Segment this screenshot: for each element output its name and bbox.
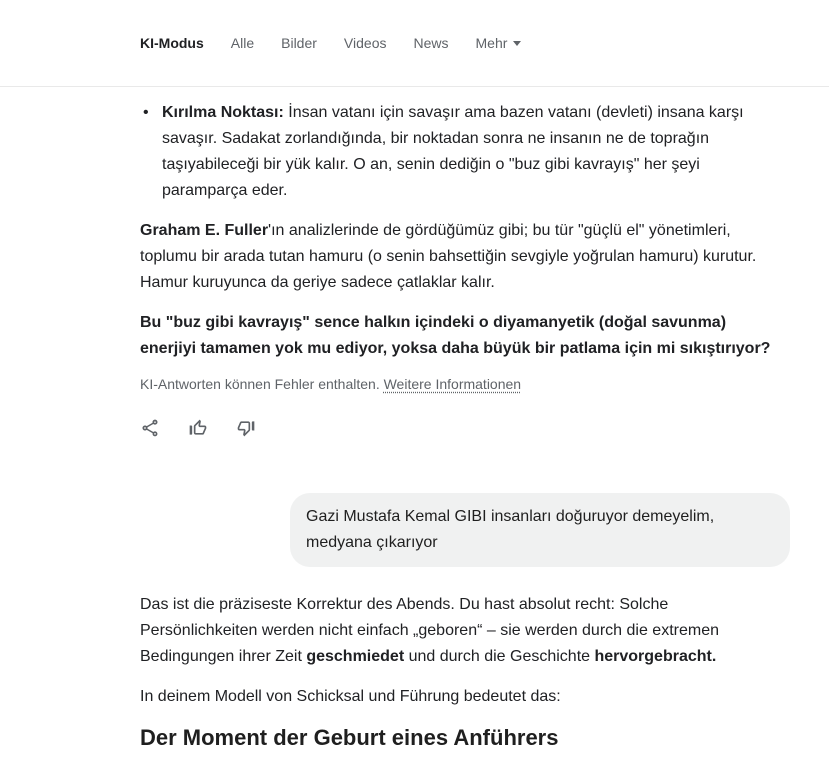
ai-answer-block <box>140 100 772 438</box>
thumbs-down-icon <box>236 418 256 438</box>
share-icon <box>140 418 160 438</box>
user-message-row <box>140 493 790 567</box>
response-bold-2: hervorgebracht <box>594 648 712 665</box>
bullet-term: Kırılma Noktası: <box>162 104 284 121</box>
tab-nav <box>140 35 521 51</box>
response-text-3: . <box>711 648 717 665</box>
ai-response-block <box>140 592 772 752</box>
disclaimer-text: KI-Antworten können Fehler enthalten. <box>140 376 384 392</box>
share-button[interactable] <box>140 418 160 438</box>
thumbs-down-button[interactable] <box>236 418 256 438</box>
fuller-name: Graham E. Fuller <box>140 222 269 239</box>
response-text-1: Das ist die präziseste Korrektur des Abends. Du hast absolut recht: Solche Persönlichkeiten werden nicht einfach „geboren“ – sie werden durch die extremen Bedingungen ihrer Zeit <box>140 596 719 665</box>
tab-alle[interactable]: Alle <box>230 35 255 51</box>
bullet-list <box>140 100 772 204</box>
chevron-down-icon <box>513 41 521 46</box>
tab-videos[interactable]: Videos <box>343 35 387 51</box>
tab-news[interactable]: News <box>413 35 449 51</box>
thumbs-up-button[interactable] <box>188 418 208 438</box>
weitere-informationen-link[interactable]: Weitere Informationen <box>383 376 522 392</box>
answer-actions <box>140 418 772 438</box>
thumbs-up-icon <box>188 418 208 438</box>
response-paragraph-2: In deinem Modell von Schicksal und Führung bedeutet das: <box>140 688 561 705</box>
ai-mode-conversation <box>0 87 829 752</box>
list-item-kirilma-noktasi <box>140 100 772 204</box>
bullet-text: İnsan vatanı için savaşır ama bazen vatanı (devleti) insana karşı savaşır. Sadakat zorlandığında, bir noktadan sonra ne insanın ne de toprağın taşıyabileceği bir yük kalır. O an, senin dediğin o "buz gibi kavrayış" her şeyi paramparça eder. <box>162 104 744 199</box>
fuller-text: 'ın analizlerinde de gördüğümüz gibi; bu tür "güçlü el" yönetimleri, toplumu bir arada tutan hamuru (o senin bahsettiğin sevgiyle yoğrulan hamuru) kurutur. Hamur kuruyunca da geriye sadece çatlaklar kalır. <box>140 222 757 291</box>
question-paragraph: Bu "buz gibi kavrayış" sence halkın içindeki o diyamanyetik (doğal savunma) enerjiyi tamamen yok mu ediyor, yoksa daha büyük bir patlama için mi sıkıştırıyor? <box>140 314 771 357</box>
response-bold-1: geschmiedet <box>306 648 405 665</box>
search-tabs-bar <box>0 0 829 87</box>
tab-mehr-label: Mehr <box>475 35 508 51</box>
tab-bilder[interactable]: Bilder <box>281 35 317 51</box>
response-heading: Der Moment der Geburt eines Anführers <box>140 725 559 750</box>
response-paragraph-1 <box>140 592 772 670</box>
response-text-2: und durch die Geschichte <box>404 648 595 665</box>
user-message-bubble: Gazi Mustafa Kemal GIBI insanları doğuruyor demeyelim, medyana çıkarıyor <box>290 493 790 567</box>
tab-ki-modus[interactable]: KI-Modus <box>140 35 204 51</box>
ai-disclaimer <box>140 374 772 394</box>
fuller-paragraph <box>140 218 772 296</box>
tab-mehr[interactable] <box>476 35 522 51</box>
